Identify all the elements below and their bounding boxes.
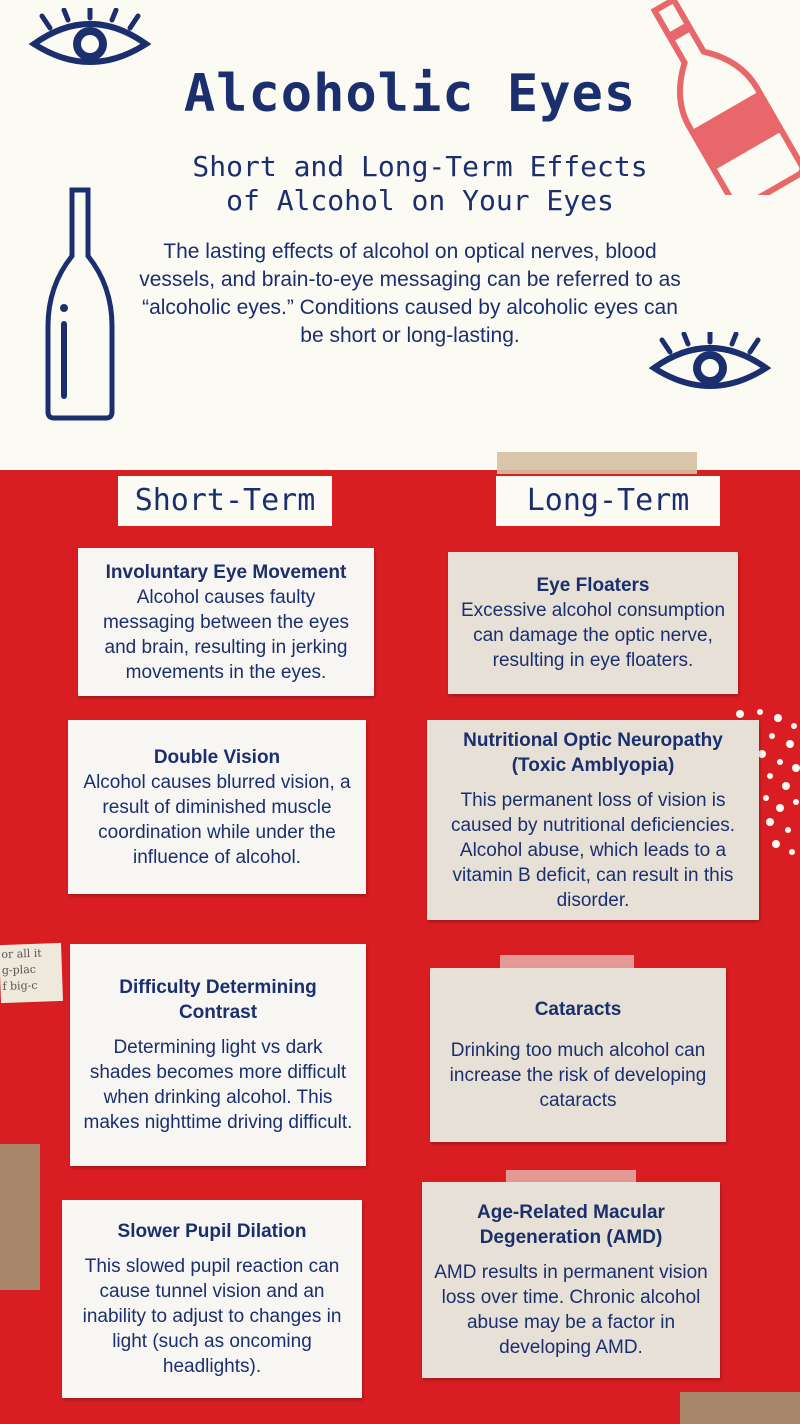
long-term-heading: Long-Term bbox=[496, 476, 720, 526]
bottle-icon bbox=[40, 186, 120, 422]
eye-icon bbox=[28, 8, 152, 70]
short-term-card bbox=[70, 944, 366, 1166]
short-term-heading: Short-Term bbox=[118, 476, 332, 526]
card-title: Involuntary Eye Movement bbox=[105, 561, 347, 583]
tape-strip bbox=[497, 452, 697, 474]
short-term-card bbox=[68, 720, 366, 894]
short-term-card bbox=[78, 548, 374, 696]
intro-paragraph: The lasting effects of alcohol on optical nerves, blood vessels, and brain-to-eye messaging can be referred to as “alcoholic eyes.” Conditions caused by alcoholic eyes can be short or long-lasting. bbox=[139, 240, 681, 347]
card-title: Eye Floaters bbox=[536, 575, 650, 596]
card-title: Slower Pupil Dilation bbox=[117, 1221, 307, 1242]
card-title: Nutritional Optic Neuropathy (Toxic Amblyopia) bbox=[463, 729, 723, 776]
page-subtitle bbox=[140, 150, 700, 218]
short-term-card bbox=[62, 1200, 362, 1398]
long-term-card bbox=[422, 1182, 720, 1378]
long-term-card bbox=[427, 720, 759, 920]
long-term-card bbox=[430, 968, 726, 1142]
paper-scrap bbox=[680, 1392, 800, 1424]
card-body: Alcohol causes faulty messaging between the eyes and brain, resulting in jerking movements in the eyes. bbox=[102, 586, 350, 683]
card-body: Drinking too much alcohol can increase the risk of developing cataracts bbox=[449, 1040, 707, 1111]
subtitle-line: of Alcohol on Your Eyes bbox=[226, 184, 614, 217]
card-body: AMD results in permanent vision loss over time. Chronic alcohol abuse may be a factor in developing AMD. bbox=[434, 1262, 708, 1358]
newspaper-scrap: or all it g-plac f big-c bbox=[0, 943, 63, 1003]
subtitle-line: Short and Long-Term Effects bbox=[192, 150, 648, 183]
card-title: Difficulty Determining Contrast bbox=[119, 977, 317, 1023]
card-body: Determining light vs dark shades becomes more difficult when drinking alcohol. This makes nighttime driving difficult. bbox=[83, 1037, 353, 1133]
card-title: Age-Related Macular Degeneration (AMD) bbox=[477, 1202, 665, 1248]
card-body: This slowed pupil reaction can cause tunnel vision and an inability to adjust to changes in light (such as oncoming headlights). bbox=[82, 1256, 342, 1377]
card-title: Double Vision bbox=[153, 746, 281, 768]
long-term-card bbox=[448, 552, 738, 694]
card-title: Cataracts bbox=[534, 999, 622, 1020]
page-title: Alcoholic Eyes bbox=[183, 64, 637, 124]
card-body: Alcohol causes blurred vision, a result of diminished muscle coordination while under the influence of alcohol. bbox=[83, 771, 351, 868]
card-body: This permanent loss of vision is caused by nutritional deficiencies. Alcohol abuse, which leads to a vitamin B deficit, can result in this disorder. bbox=[450, 789, 736, 911]
card-body: Excessive alcohol consumption can damage the optic nerve, resulting in eye floaters. bbox=[460, 600, 726, 671]
paper-scrap bbox=[0, 1144, 40, 1290]
